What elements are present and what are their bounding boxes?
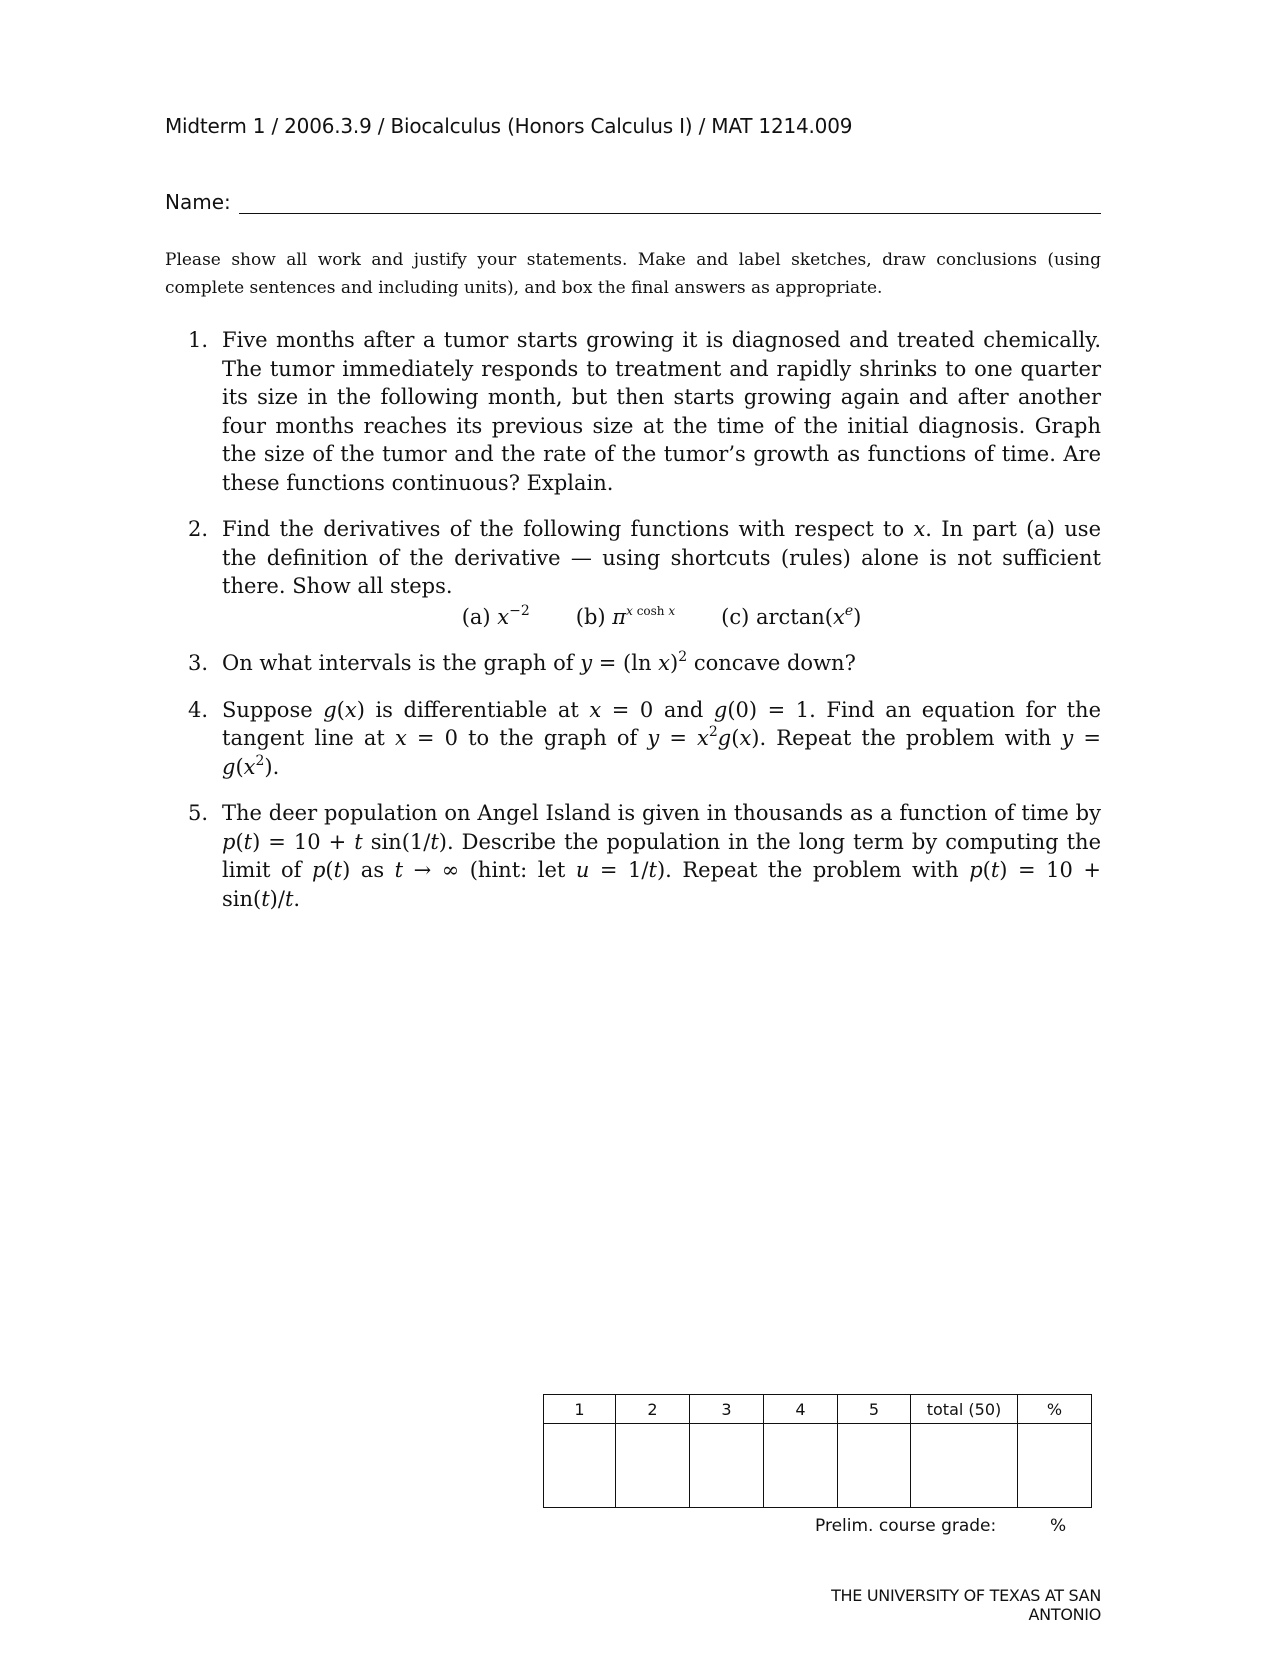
part-b: (b) $\pi^{x cosh x}$ [575,603,676,629]
problem-1-text: Five months after a tumor starts growing it is diagnosed and treated chemically. The tumor immediately responds to treatment and rapidly shrinks to one quarter its size in the following month, but then starts growing again and after another four months reaches its previous size at the time of the initial diagnosis. Graph the size of the tumor and the rate of the tumor’s growth as functions of time. Are these functions continuous? Explain. [222,328,1101,495]
score-header-4: 4 [764,1395,838,1424]
score-header-1: 1 [544,1395,616,1424]
problem-2-text: Find the derivatives of the following functions with respect to x. In part (a) use the definition of the derivative — using shortcuts (rules) alone is not sufficient there. Show all steps. [222,517,1101,598]
problem-2 [188,515,1101,631]
score-cell-5[interactable] [838,1424,911,1508]
score-header-row [544,1395,1092,1424]
score-header-2: 2 [616,1395,690,1424]
score-cell-3[interactable] [690,1424,764,1508]
score-header-5: 5 [838,1395,911,1424]
problem-number: 3. [188,651,209,675]
part-a: (a) $x^{-2}$ [461,602,530,629]
problem-4-text: Suppose g(x) is differentiable at x = 0 and g(0) = 1. Find an equation for the tangent line at x = 0 to the graph of $y = x^2g(x)$. Repeat the problem with $y = g(x^2)$. [222,697,1101,779]
problem-5-text: The deer population on Angel Island is given in thousands as a function of time by p(t) = 10 + t sin(1/t). Describe the population in the long term by computing the limit of p(t) as t → ∞ (hint: let u = 1/t). Repeat the problem with p(t) = 10 + sin(t)/t. [222,801,1101,911]
problem-number: 4. [188,697,209,722]
score-cell-2[interactable] [616,1424,690,1508]
problem-5 [188,799,1101,913]
name-field-line[interactable] [239,195,1101,214]
part-c: (c) $\arctan(x^e)$ [721,602,862,629]
problem-number: 2. [188,517,209,541]
exam-title: Midterm 1 / 2006.3.9 / Biocalculus (Honors Calculus I) / MAT 1214.009 [165,114,853,138]
name-row [165,190,1101,214]
instructions: Please show all work and justify your statements. Make and label sketches, draw conclusions (using complete sentences and including units), and box the final answers as appropriate. [165,250,1101,298]
score-table [543,1394,1092,1508]
problem-4 [188,696,1101,782]
problem-2-parts [222,603,1101,632]
name-label: Name: [165,190,231,214]
score-header-percent: % [1018,1395,1092,1424]
score-cell-percent[interactable] [1018,1424,1092,1508]
score-entry-row [544,1424,1092,1508]
score-cell-1[interactable] [544,1424,616,1508]
score-header-3: 3 [690,1395,764,1424]
prelim-grade-percent: % [1050,1516,1067,1536]
problem-3-text: On what intervals is the graph of y = (ln x)$^2$ concave down? [222,649,856,675]
score-cell-4[interactable] [764,1424,838,1508]
problem-3 [188,649,1101,678]
problem-1 [188,326,1101,497]
prelim-grade-label: Prelim. course grade: [815,1516,997,1536]
score-header-total: total (50) [911,1395,1018,1424]
problem-number: 1. [188,328,209,352]
problem-list [188,326,1101,931]
university-footer: THE UNIVERSITY OF TEXAS AT SAN ANTONIO [831,1586,1101,1624]
score-cell-total[interactable] [911,1424,1018,1508]
problem-number: 5. [188,801,209,825]
